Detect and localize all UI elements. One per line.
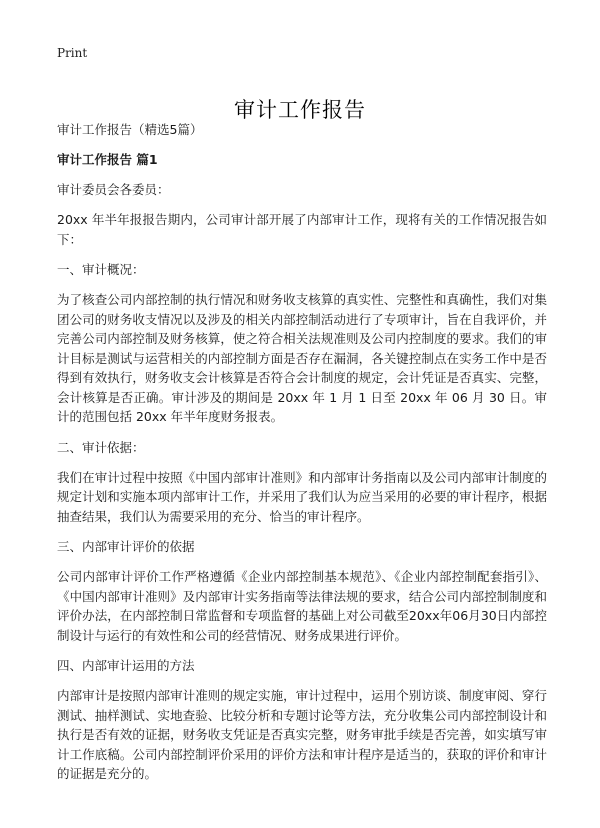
print-label: Print <box>57 46 88 60</box>
section-heading: 审计工作报告 篇1 <box>57 152 158 167</box>
paragraph-methods: 内部审计是按照内部审计准则的规定实施，审计过程中，运用个别访谈、制度审阅、穿行测试、抽样测试、实地查验、比较分析和专题讨论等方法，充分收集公司内部控制设计和执行是否有效的证据，财务收支凭证是否真实完整，财务审批手续是否完善，如实填写审计工作底稿。公司内部控制评价采用的评价方法和审计程序是适当的，获取的评价和审计的证据是充分的。 <box>57 688 547 781</box>
heading-overview: 一、审计概况： <box>57 262 145 277</box>
heading-basis: 二、审计依据： <box>57 439 145 455</box>
paragraph-overview: 为了核查公司内部控制的执行情况和财务收支核算的真实性、完整性和真确性，我们对集团公司的财务收支情况以及涉及的相关内部控制活动进行了专项审计，旨在自我评价，并完善公司内部控制及财务核算，使之符合相关法规准则及公司内控制度的要求。我们的审计目标是测试与运营相关的内部控制方面是否存在漏洞，各关键控制点在实务工作中是否得到有效执行，财务收支会计核算是否符合会计制度的规定，会计凭证是否真实、完整，会计核算是否正确。审计涉及的期间是 20xx 年 1 月 1 日至 20xx 年 06 月 30 日。审计的范围包括 20xx 年半年度财务报表。 <box>57 292 547 424</box>
document-body <box>57 120 547 795</box>
greeting: 审计委员会各委员： <box>57 182 170 197</box>
paragraph-basis: 我们在审计过程中按照《中国内部审计准则》和内部审计务指南以及公司内部审计制度的规定计划和实施本项内部审计工作，并采用了我们认为应当采用的必要的审计程序，根据抽查结果，我们认为需要采用的充分、恰当的审计程序。 <box>57 469 547 524</box>
heading-methods: 四、内部审计运用的方法 <box>57 658 195 673</box>
heading-evaluation-basis: 三、内部审计评价的依据 <box>57 539 195 554</box>
paragraph-evaluation-basis: 公司内部审计评价工作严格遵循《企业内部控制基本规范》、《企业内部控制配套指引》、《中国内部审计准则》及内部审计实务指南等法律法规的要求，结合公司内部控制制度和评价办法，在内部控制日常监督和专项监督的基础上对公司截至20xx年06月30日内部控制设计与运行的有效性和公司的经营情况、财务成果进行评价。 <box>57 569 547 643</box>
document-title: 审计工作报告 <box>234 98 366 123</box>
intro-paragraph: 20xx 年半年报报告期内，公司审计部开展了内部审计工作，现将有关的工作情况报告如下： <box>57 212 547 247</box>
document-subtitle: 审计工作报告（精选5篇） <box>57 122 203 137</box>
